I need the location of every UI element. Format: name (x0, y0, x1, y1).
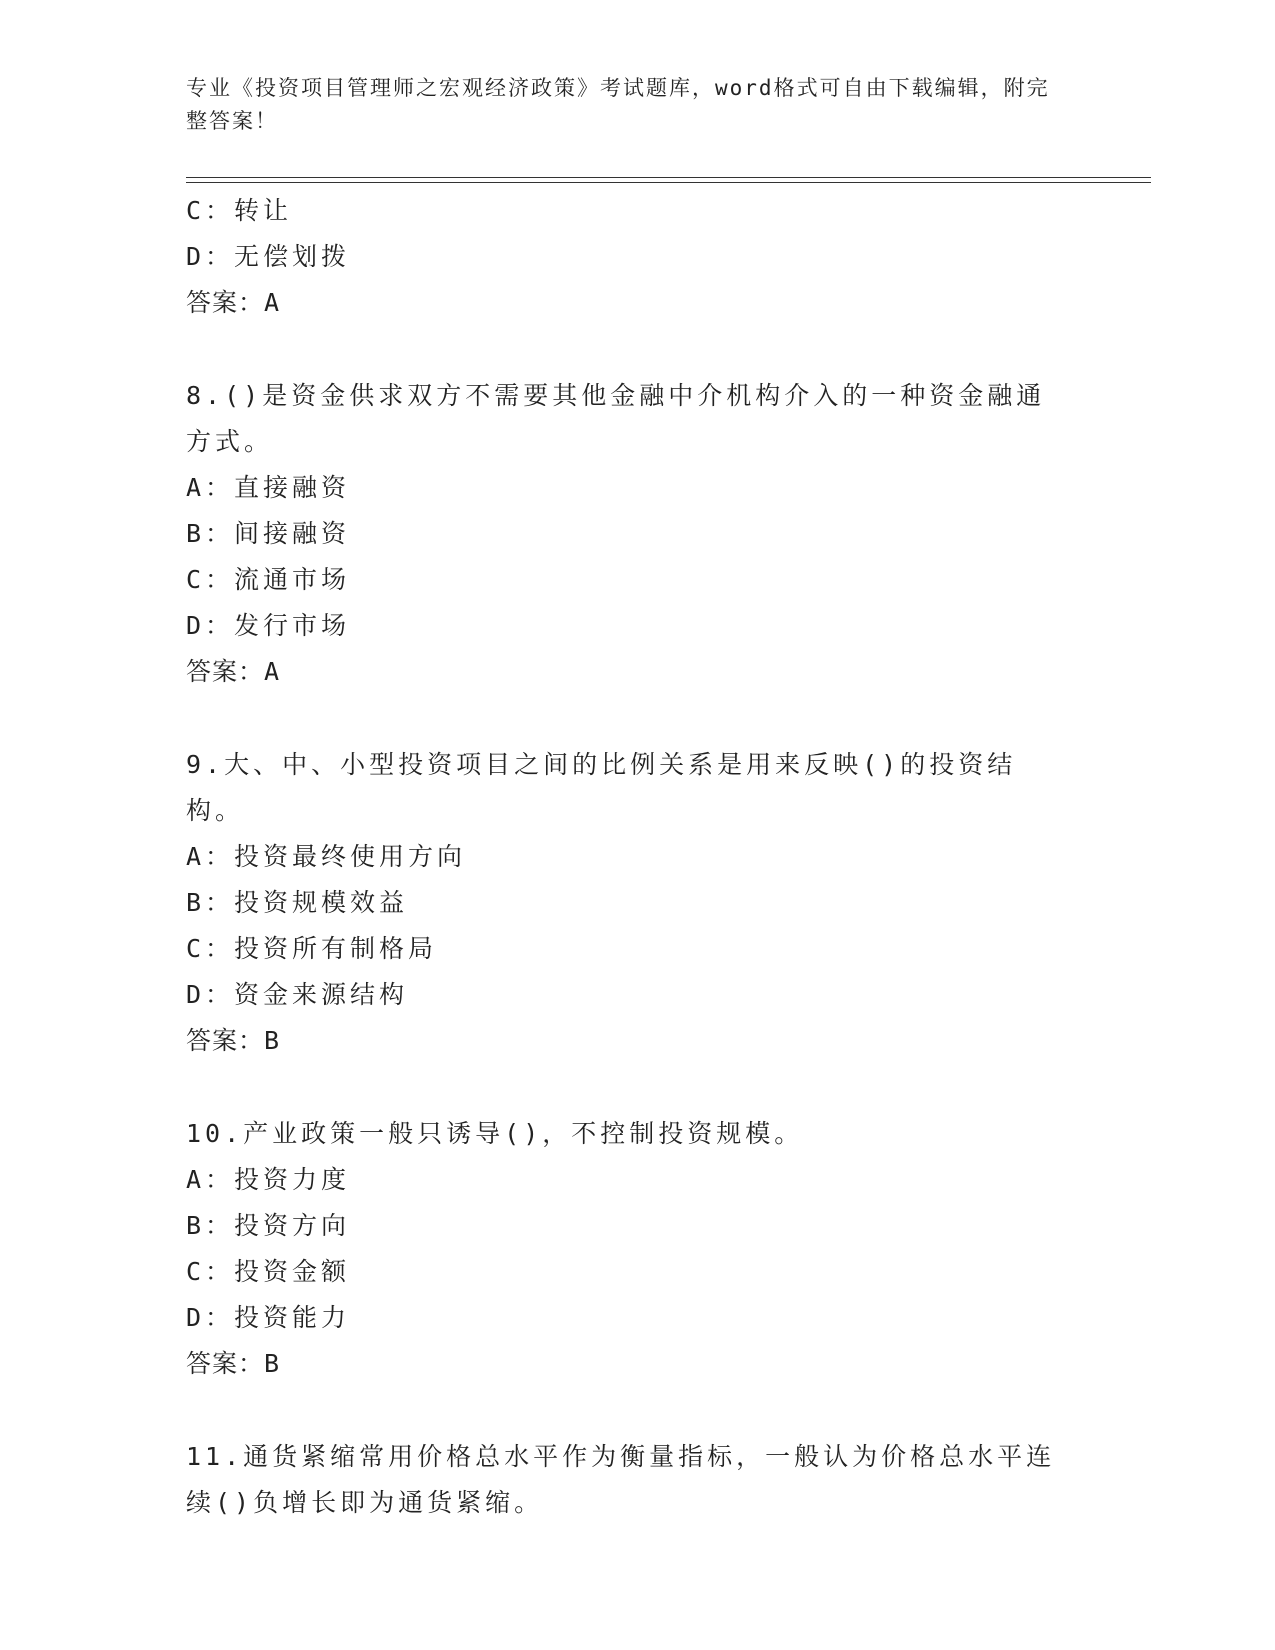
question-8 (186, 373, 1086, 695)
answer-line (186, 1018, 1086, 1064)
document-header: 专业《投资项目管理师之宏观经济政策》考试题库，word格式可自由下载编辑，附完整答案！ (186, 76, 1050, 133)
spacer (186, 326, 1086, 373)
answer-line (186, 1341, 1086, 1387)
spacer (186, 1064, 1086, 1111)
option-b: B：间接融资 (186, 519, 351, 548)
question-text: 8.()是资金供求双方不需要其他金融中介机构介入的一种资金融通方式。 (186, 381, 1046, 456)
answer-value: B (264, 1349, 284, 1378)
question-text: 11.通货紧缩常用价格总水平作为衡量指标，一般认为价格总水平连续()负增长即为通货紧缩。 (186, 1442, 1056, 1517)
answer-label: 答案： (186, 288, 265, 317)
option-a: A：投资最终使用方向 (186, 842, 467, 871)
option-c: C：转让 (186, 196, 293, 225)
header-divider-bottom (186, 182, 1151, 183)
answer-value: A (264, 657, 284, 686)
question-text: 10.产业政策一般只诱导()，不控制投资规模。 (186, 1119, 804, 1148)
header-divider-top (186, 177, 1151, 178)
answer-line (186, 280, 1086, 326)
question-7-continued (186, 188, 1086, 326)
option-d: D：资金来源结构 (186, 980, 409, 1009)
option-d: D：发行市场 (186, 611, 351, 640)
option-a: A：直接融资 (186, 473, 351, 502)
option-c: C：流通市场 (186, 565, 351, 594)
question-text: 9.大、中、小型投资项目之间的比例关系是用来反映()的投资结构。 (186, 750, 1017, 825)
option-b: B：投资规模效益 (186, 888, 409, 917)
spacer (186, 695, 1086, 742)
answer-value: B (264, 1026, 284, 1055)
spacer (186, 1387, 1086, 1434)
question-11 (186, 1434, 1086, 1526)
question-list (186, 188, 1086, 1526)
question-9 (186, 742, 1086, 1064)
answer-line (186, 649, 1086, 695)
answer-label: 答案： (186, 1026, 265, 1055)
option-d: D：无偿划拨 (186, 242, 351, 271)
answer-label: 答案： (186, 1349, 265, 1378)
option-a: A：投资力度 (186, 1165, 351, 1194)
answer-label: 答案： (186, 657, 265, 686)
option-b: B：投资方向 (186, 1211, 351, 1240)
option-c: C：投资金额 (186, 1257, 351, 1286)
option-d: D：投资能力 (186, 1303, 351, 1332)
question-10 (186, 1111, 1086, 1387)
answer-value: A (264, 288, 284, 317)
option-c: C：投资所有制格局 (186, 934, 438, 963)
